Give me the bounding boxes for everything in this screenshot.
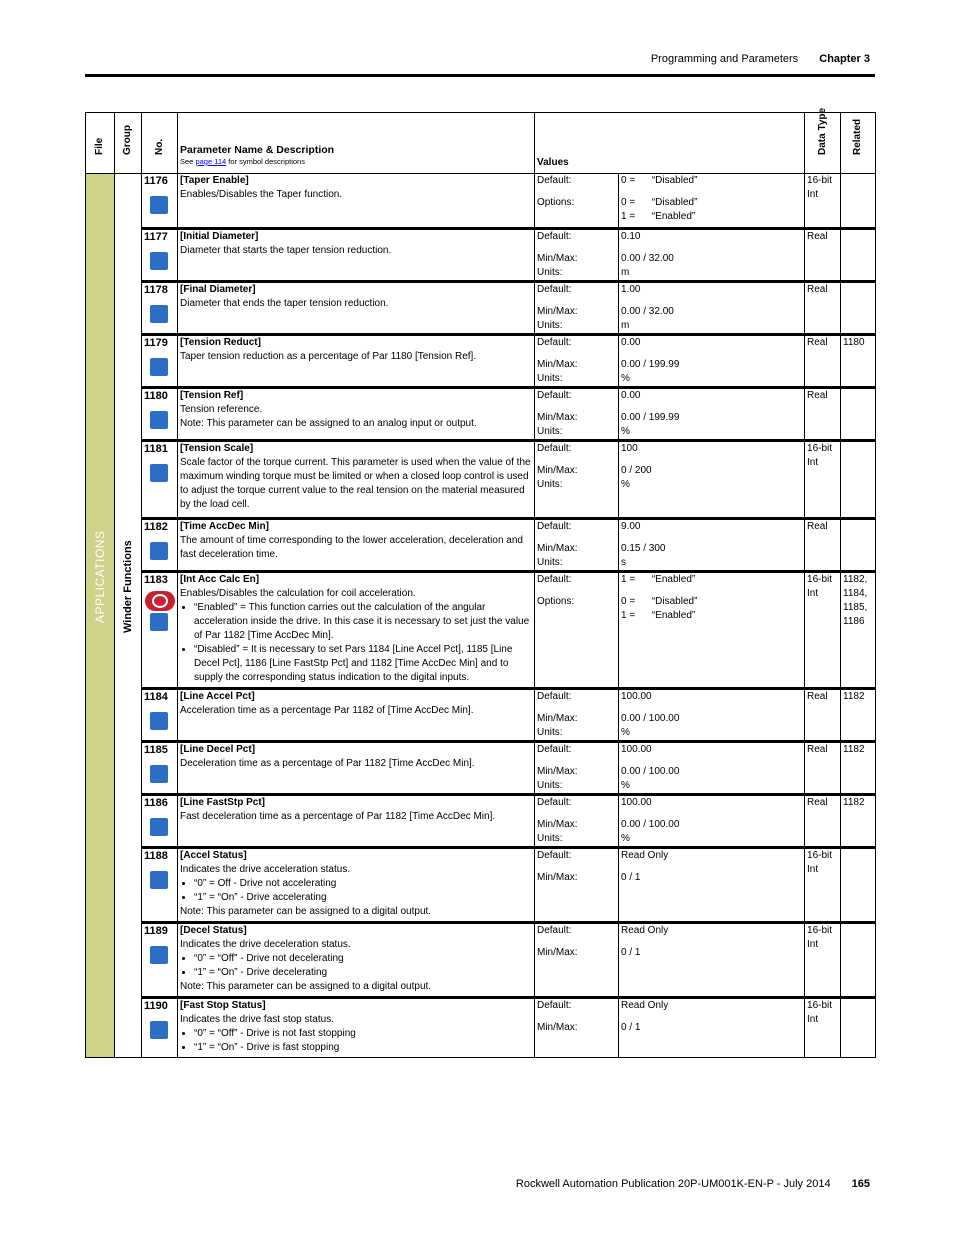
param-desc: Diameter that starts the taper tension reduction.: [180, 245, 392, 256]
param-name: [Line FastStp Pct]: [180, 797, 266, 808]
default-label: Default:: [537, 574, 572, 585]
param-name: [Taper Enable]: [180, 175, 249, 186]
param-number: 1186: [144, 797, 168, 809]
related-cell: [841, 998, 876, 1058]
parameter-row: [86, 519, 876, 572]
parameter-row: [86, 174, 876, 229]
param-symbol-icon: [150, 411, 168, 429]
param-number-cell: [142, 282, 178, 335]
data-type-value: Int: [807, 189, 819, 200]
values-cell: [619, 795, 805, 848]
data-type-value: Real: [807, 284, 828, 295]
values-cell: [619, 388, 805, 441]
param-number: 1178: [144, 284, 168, 296]
default-value: 0.00: [621, 337, 641, 348]
param-desc: Deceleration time as a percentage of Par 1182 [Time AccDec Min].: [180, 758, 475, 769]
param-number: 1190: [144, 1000, 168, 1012]
data-type-cell: [805, 174, 841, 229]
units-value: m: [621, 320, 630, 331]
data-type-value: Real: [807, 691, 828, 702]
param-desc: Taper tension reduction as a percentage of Par 1180 [Tension Ref].: [180, 351, 477, 362]
value-labels-cell: [535, 742, 619, 795]
value-labels-cell: [535, 848, 619, 923]
default-label: Default:: [537, 443, 572, 454]
default-value: 0.00: [621, 390, 641, 401]
data-type-value: Real: [807, 744, 828, 755]
units-label: Units:: [537, 320, 563, 331]
range-label: Min/Max:: [537, 819, 578, 830]
data-type-cell: [805, 572, 841, 689]
file-cell: [86, 174, 115, 1058]
param-number: 1176: [144, 175, 168, 187]
range-value: 0 / 200: [621, 465, 652, 476]
param-name: [Line Decel Pct]: [180, 744, 256, 755]
related-param: 1182: [843, 744, 865, 755]
parameter-row: [86, 689, 876, 742]
param-number-cell: [142, 572, 178, 689]
param-name: [Accel Status]: [180, 850, 247, 861]
data-type-value: Real: [807, 390, 828, 401]
param-description-cell: [178, 795, 535, 848]
related-param: 1186: [843, 616, 865, 627]
data-type-value: Int: [807, 588, 819, 599]
param-number-cell: [142, 923, 178, 998]
parameter-row: [86, 335, 876, 388]
param-description-cell: [178, 998, 535, 1058]
related-cell: [841, 795, 876, 848]
bullet-item: • “Disabled” = It is necessary to set Pars 1184 [Line Accel Pct], 1185 [Line Decel Pct], 1186 [Line FastStp Pct] and 1182 [Time AccDec Min] and to supply the corresponding status indication to the digital inputs.: [194, 643, 532, 685]
data-type-value: 16-bit: [807, 574, 833, 585]
value-labels-cell: [535, 229, 619, 282]
data-type-cell: [805, 848, 841, 923]
param-bullets: [180, 952, 532, 980]
value-labels-cell: [535, 795, 619, 848]
param-description-cell: [178, 441, 535, 519]
param-desc: Tension reference.: [180, 404, 263, 415]
param-bullets: [180, 601, 532, 685]
param-note: Note: This parameter can be assigned to a digital output.: [180, 906, 432, 917]
param-description-cell: [178, 572, 535, 689]
col-group: Group: [115, 113, 142, 174]
related-param: 1185,: [843, 602, 868, 613]
data-type-cell: [805, 229, 841, 282]
default-value: 100: [621, 443, 638, 454]
param-number: 1184: [144, 691, 168, 703]
related-cell: [841, 742, 876, 795]
data-type-value: 16-bit: [807, 850, 833, 861]
data-type-value: Real: [807, 797, 828, 808]
param-symbol-icon: [150, 252, 168, 270]
range-value: 0.00 / 32.00: [621, 306, 674, 317]
param-description-cell: [178, 689, 535, 742]
related-param: 1182,: [843, 574, 868, 585]
value-labels-cell: [535, 441, 619, 519]
col-no: No.: [142, 113, 178, 174]
param-note: Note: This parameter can be assigned to a digital output.: [180, 981, 432, 992]
param-name: [Initial Diameter]: [180, 231, 259, 242]
parameter-row: [86, 441, 876, 519]
data-type-value: Int: [807, 939, 819, 950]
param-number: 1183: [144, 574, 168, 586]
param-description-cell: [178, 388, 535, 441]
param-name: [Final Diameter]: [180, 284, 256, 295]
value-labels-cell: [535, 335, 619, 388]
units-value: %: [621, 426, 630, 437]
section-title: Programming and Parameters: [650, 53, 799, 65]
related-cell: [841, 441, 876, 519]
parameter-row: [86, 742, 876, 795]
param-symbol-icon: [150, 542, 168, 560]
param-number: 1185: [144, 744, 168, 756]
related-param: 1180: [843, 337, 865, 348]
param-desc: Indicates the drive deceleration status.: [180, 939, 351, 950]
header-rule: [85, 74, 875, 77]
bullet-item: • “0” = Off - Drive not accelerating: [194, 877, 532, 891]
values-cell: [619, 282, 805, 335]
col-data-type: Data Type: [805, 113, 841, 174]
range-label: Min/Max:: [537, 465, 578, 476]
param-desc: Acceleration time as a percentage Par 1182 of [Time AccDec Min].: [180, 705, 474, 716]
page-number: 165: [851, 1178, 870, 1190]
param-number: 1188: [144, 850, 168, 862]
publication-id: Rockwell Automation Publication 20P-UM001K-EN-P - July 2014: [515, 1178, 831, 1190]
param-name: [Int Acc Calc En]: [180, 574, 260, 585]
units-label: Units:: [537, 267, 563, 278]
range-value: 0.00 / 100.00: [621, 766, 680, 777]
param-description-cell: [178, 335, 535, 388]
param-symbol-icon: [150, 196, 168, 214]
param-description-cell: [178, 848, 535, 923]
param-number: 1181: [144, 443, 168, 455]
data-type-value: Real: [807, 521, 828, 532]
default-label: Default:: [537, 337, 572, 348]
data-type-value: Real: [807, 231, 828, 242]
range-label: Min/Max:: [537, 543, 578, 554]
param-symbol-icon: [150, 765, 168, 783]
data-type-cell: [805, 795, 841, 848]
default-value: 1 = “Enabled”: [621, 574, 696, 585]
param-description-cell: [178, 742, 535, 795]
units-label: Units:: [537, 833, 563, 844]
value-labels-cell: [535, 519, 619, 572]
parameter-row: [86, 388, 876, 441]
param-number: 1189: [144, 925, 168, 937]
param-desc: The amount of time corresponding to the lower acceleration, deceleration and fast deceleration time.: [180, 535, 523, 560]
related-cell: [841, 229, 876, 282]
units-value: s: [621, 557, 626, 568]
units-value: %: [621, 479, 630, 490]
units-value: %: [621, 727, 630, 738]
parameter-row: [86, 848, 876, 923]
param-description-cell: [178, 282, 535, 335]
chapter-label: Chapter 3: [819, 53, 870, 65]
parameter-row: [86, 795, 876, 848]
range-label: Min/Max:: [537, 1022, 578, 1033]
default-value: Read Only: [621, 925, 669, 936]
range-value: 0 / 1: [621, 1022, 641, 1033]
param-name: [Tension Ref]: [180, 390, 244, 401]
parameter-row: [86, 572, 876, 689]
related-cell: [841, 388, 876, 441]
col-name: Parameter Name & Description See page 114 for symbol descriptions: [178, 113, 535, 174]
data-type-cell: [805, 519, 841, 572]
range-label: Min/Max:: [537, 412, 578, 423]
param-symbol-icon: [150, 613, 168, 631]
range-label: Min/Max:: [537, 359, 578, 370]
param-number-cell: [142, 998, 178, 1058]
bullet-item: • “1” = “On” - Drive accelerating: [194, 891, 532, 905]
range-value: 0.00 / 199.99: [621, 412, 680, 423]
default-value: 0.10: [621, 231, 641, 242]
group-cell: [115, 174, 142, 1058]
param-desc: Enables/Disables the calculation for coil acceleration.: [180, 588, 416, 599]
default-label: Default:: [537, 1000, 572, 1011]
values-cell: [619, 335, 805, 388]
col-file: File: [86, 113, 115, 174]
default-value: Read Only: [621, 850, 669, 861]
range-label: Min/Max:: [537, 947, 578, 958]
parameter-row: [86, 282, 876, 335]
values-cell: [619, 998, 805, 1058]
value-labels-cell: [535, 572, 619, 689]
param-name: [Time AccDec Min]: [180, 521, 269, 532]
bullet-item: • “0” = “Off” - Drive not decelerating: [194, 952, 532, 966]
data-type-value: Real: [807, 337, 828, 348]
param-symbol-icon: [150, 946, 168, 964]
range-label: Min/Max:: [537, 713, 578, 724]
default-label: Default:: [537, 390, 572, 401]
param-number-cell: [142, 335, 178, 388]
data-type-value: 16-bit: [807, 1000, 833, 1011]
param-desc: Indicates the drive acceleration status.: [180, 864, 351, 875]
units-value: %: [621, 833, 630, 844]
param-bullets: [180, 877, 532, 905]
related-cell: [841, 519, 876, 572]
param-desc: Note: This parameter can be assigned to an analog input or output.: [180, 418, 477, 429]
default-value: 1.00: [621, 284, 641, 295]
related-param: 1184,: [843, 588, 868, 599]
param-name: [Tension Scale]: [180, 443, 254, 454]
related-cell: [841, 923, 876, 998]
param-name: [Decel Status]: [180, 925, 247, 936]
parameter-row: [86, 923, 876, 998]
data-type-cell: [805, 441, 841, 519]
values-cell: [619, 689, 805, 742]
reset-symbol-icon: [145, 591, 175, 611]
data-type-cell: [805, 742, 841, 795]
data-type-cell: [805, 388, 841, 441]
range-label: Options:: [537, 197, 575, 208]
related-param: 1182: [843, 797, 865, 808]
values-cell: [619, 572, 805, 689]
bullet-item: • “1” = “On” - Drive decelerating: [194, 966, 532, 980]
page-footer: [516, 1178, 870, 1190]
file-label: APPLICATIONS: [93, 530, 107, 623]
param-symbol-icon: [150, 1021, 168, 1039]
param-number-cell: [142, 795, 178, 848]
range-value: 1 = “Enabled”: [621, 211, 696, 222]
param-number: 1177: [144, 231, 168, 243]
param-number-cell: [142, 229, 178, 282]
param-number-cell: [142, 174, 178, 229]
range-value: 1 = “Enabled”: [621, 610, 696, 621]
param-name: [Fast Stop Status]: [180, 1000, 266, 1011]
range-label: Min/Max:: [537, 766, 578, 777]
param-symbol-icon: [150, 464, 168, 482]
col-values: Values: [535, 113, 805, 174]
parameter-row: [86, 229, 876, 282]
default-label: Default:: [537, 691, 572, 702]
param-number-cell: [142, 441, 178, 519]
related-cell: [841, 335, 876, 388]
data-type-cell: [805, 923, 841, 998]
param-symbol-icon: [150, 358, 168, 376]
page-114-link[interactable]: page 114: [195, 157, 227, 166]
param-symbol-icon: [150, 871, 168, 889]
data-type-cell: [805, 335, 841, 388]
default-value: 100.00: [621, 797, 652, 808]
param-number-cell: [142, 742, 178, 795]
param-bullets: [180, 1027, 532, 1055]
default-value: 100.00: [621, 691, 652, 702]
param-desc: Fast deceleration time as a percentage of Par 1182 [Time AccDec Min].: [180, 811, 496, 822]
param-number-cell: [142, 848, 178, 923]
param-desc: Scale factor of the torque current. This parameter is used when the value of the maximum winding torque must be limited or when a closed loop control is used to adjust the torque current value to the real tension on the material measured by the load cell.: [180, 457, 531, 510]
data-type-value: Int: [807, 864, 819, 875]
data-type-value: 16-bit: [807, 925, 833, 936]
units-label: Units:: [537, 373, 563, 384]
range-value: 0.00 / 100.00: [621, 819, 680, 830]
param-name: [Line Accel Pct]: [180, 691, 255, 702]
bullet-item: • “1” = “On” - Drive is fast stopping: [194, 1041, 532, 1055]
page-header: [651, 53, 870, 65]
units-label: Units:: [537, 557, 563, 568]
range-value: 0.00 / 100.00: [621, 713, 680, 724]
default-label: Default:: [537, 284, 572, 295]
value-labels-cell: [535, 388, 619, 441]
param-number-cell: [142, 519, 178, 572]
param-number: 1182: [144, 521, 168, 533]
values-cell: [619, 441, 805, 519]
related-cell: [841, 174, 876, 229]
value-labels-cell: [535, 923, 619, 998]
units-label: Units:: [537, 727, 563, 738]
default-label: Default:: [537, 521, 572, 532]
param-number-cell: [142, 689, 178, 742]
related-cell: [841, 572, 876, 689]
units-value: %: [621, 780, 630, 791]
param-description-cell: [178, 519, 535, 572]
range-label: Options:: [537, 596, 575, 607]
units-value: m: [621, 267, 630, 278]
range-value: 0 = “Disabled”: [621, 197, 698, 208]
param-number-cell: [142, 388, 178, 441]
bullet-item: • “Enabled” = This function carries out the calculation of the angular acceleration inside the drive. In this case it is necessary to set just the value of Par 1182 [Time AccDec Min].: [194, 601, 532, 643]
data-type-value: 16-bit: [807, 443, 833, 454]
value-labels-cell: [535, 174, 619, 229]
param-symbol-icon: [150, 305, 168, 323]
data-type-cell: [805, 282, 841, 335]
group-label: Winder Functions: [122, 540, 134, 633]
units-label: Units:: [537, 479, 563, 490]
param-name: [Tension Reduct]: [180, 337, 261, 348]
data-type-value: Int: [807, 457, 819, 468]
col-related: Related: [841, 113, 876, 174]
range-value: 0 = “Disabled”: [621, 596, 698, 607]
bullet-item: • “0” = “Off” - Drive is not fast stopping: [194, 1027, 532, 1041]
default-label: Default:: [537, 850, 572, 861]
param-description-cell: [178, 923, 535, 998]
range-label: Min/Max:: [537, 253, 578, 264]
param-number: 1180: [144, 390, 168, 402]
param-desc: Diameter that ends the taper tension reduction.: [180, 298, 389, 309]
values-cell: [619, 742, 805, 795]
units-label: Units:: [537, 426, 563, 437]
default-value: 0 = “Disabled”: [621, 175, 698, 186]
values-cell: [619, 229, 805, 282]
values-cell: [619, 519, 805, 572]
range-value: 0 / 1: [621, 872, 641, 883]
parameter-row: [86, 998, 876, 1058]
data-type-value: 16-bit: [807, 175, 833, 186]
default-label: Default:: [537, 925, 572, 936]
range-value: 0.00 / 199.99: [621, 359, 680, 370]
param-symbol-icon: [150, 818, 168, 836]
related-param: 1182: [843, 691, 865, 702]
data-type-cell: [805, 689, 841, 742]
value-labels-cell: [535, 689, 619, 742]
default-label: Default:: [537, 744, 572, 755]
param-symbol-icon: [150, 712, 168, 730]
default-value: 100.00: [621, 744, 652, 755]
value-labels-cell: [535, 998, 619, 1058]
default-label: Default:: [537, 797, 572, 808]
data-type-value: Int: [807, 1014, 819, 1025]
range-label: Min/Max:: [537, 872, 578, 883]
param-description-cell: [178, 229, 535, 282]
data-type-cell: [805, 998, 841, 1058]
default-value: 9.00: [621, 521, 641, 532]
related-cell: [841, 282, 876, 335]
parameter-table: [85, 107, 876, 1058]
value-labels-cell: [535, 282, 619, 335]
values-cell: [619, 848, 805, 923]
values-cell: [619, 174, 805, 229]
param-desc: Enables/Disables the Taper function.: [180, 189, 343, 200]
param-number: 1179: [144, 337, 168, 349]
default-label: Default:: [537, 231, 572, 242]
range-value: 0 / 1: [621, 947, 641, 958]
range-value: 0.00 / 32.00: [621, 253, 674, 264]
range-value: 0.15 / 300: [621, 543, 666, 554]
units-label: Units:: [537, 780, 563, 791]
param-description-cell: [178, 174, 535, 229]
default-value: Read Only: [621, 1000, 669, 1011]
related-cell: [841, 848, 876, 923]
param-desc: Indicates the drive fast stop status.: [180, 1014, 334, 1025]
units-value: %: [621, 373, 630, 384]
related-cell: [841, 689, 876, 742]
values-cell: [619, 923, 805, 998]
default-label: Default:: [537, 175, 572, 186]
range-label: Min/Max:: [537, 306, 578, 317]
